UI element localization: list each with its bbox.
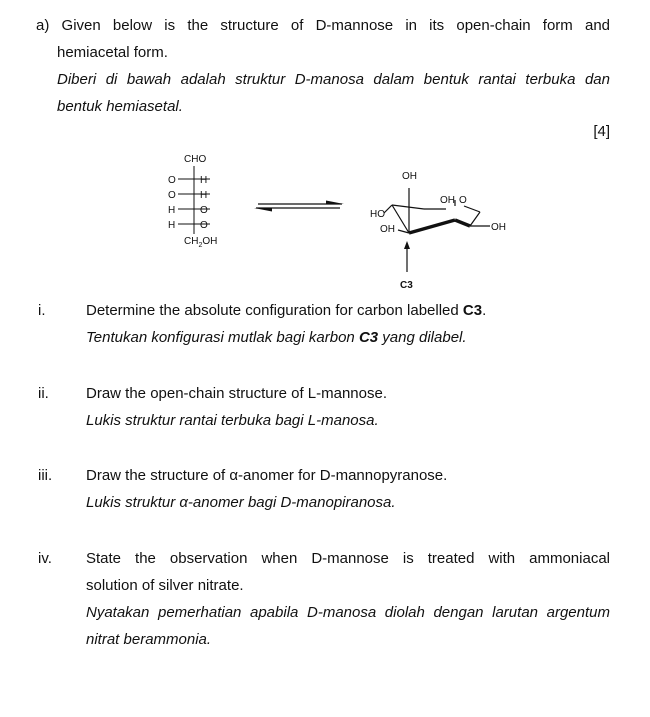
intro-ms-line2: bentuk hemiasetal. bbox=[57, 98, 183, 115]
equilibrium-arrows bbox=[254, 201, 344, 212]
question-ii bbox=[38, 380, 610, 434]
fischer-bottom-group: $CH_2OH$ bbox=[184, 236, 218, 249]
intro-ms-line1: Diberi di bawah adalah struktur D-manosa dalam bentuk rantai terbuka dan bbox=[57, 71, 610, 88]
fischer-right-2: H bbox=[200, 190, 208, 201]
fischer-left-4: H bbox=[168, 220, 176, 231]
question-ms-text: Lukis struktur α-anomer bagi D-manopiranosa. bbox=[86, 494, 396, 511]
question-number: ii. bbox=[38, 385, 49, 402]
ring-oh-middle: OH bbox=[380, 224, 395, 235]
fischer-right-1: H bbox=[200, 175, 208, 186]
part-label: a) bbox=[36, 17, 50, 34]
question-ms-text: Lukis struktur rantai terbuka bagi L-manosa. bbox=[86, 412, 379, 429]
ring-oxygen: O bbox=[459, 195, 467, 206]
hemiacetal-chair bbox=[370, 171, 506, 290]
question-ms-line2: nitrat berammonia. bbox=[86, 631, 212, 648]
question-number: i. bbox=[38, 302, 46, 319]
ring-ho-left: HO bbox=[370, 209, 385, 220]
marks-label: [4] bbox=[593, 123, 610, 140]
question-number: iii. bbox=[38, 467, 53, 484]
fischer-left-1: O bbox=[168, 175, 176, 186]
fischer-left-3: H bbox=[168, 205, 176, 216]
question-en-text: Determine the absolute configuration for carbon labelled C3. bbox=[86, 302, 487, 319]
fischer-projection bbox=[168, 154, 217, 249]
question-en-text: Draw the structure of α-anomer for D-mannopyranose. bbox=[86, 467, 448, 484]
fischer-right-3: O bbox=[200, 205, 208, 216]
question-ms-line1: Nyatakan pemerhatian apabila D-manosa diolah dengan larutan argentum bbox=[86, 604, 610, 621]
ring-oh-top: OH bbox=[402, 171, 417, 182]
ring-oh-near-o: OH bbox=[440, 195, 455, 206]
question-iv bbox=[38, 545, 610, 653]
fischer-top-group: CHO bbox=[184, 154, 207, 165]
question-en-text: Draw the open-chain structure of L-mannose. bbox=[86, 385, 387, 402]
intro-en-line1: a) Given below is the structure of D-mannose in its open-chain form and bbox=[36, 17, 611, 34]
c3-label: C3 bbox=[400, 280, 413, 290]
question-a-intro bbox=[36, 12, 610, 120]
d-mannose-structures-figure bbox=[150, 148, 550, 290]
ring-oh-right: OH bbox=[491, 222, 506, 233]
fischer-right-4: O bbox=[200, 220, 208, 231]
question-number: iv. bbox=[38, 550, 52, 567]
question-i bbox=[38, 297, 610, 351]
question-en-line1: State the observation when D-mannose is treated with ammoniacal bbox=[86, 550, 610, 567]
fischer-left-2: O bbox=[168, 190, 176, 201]
question-en-line2: solution of silver nitrate. bbox=[86, 577, 244, 594]
question-ms-text: Tentukan konfigurasi mutlak bagi karbon C3 yang dilabel. bbox=[86, 329, 467, 346]
question-iii bbox=[38, 462, 610, 516]
intro-en-line2: hemiacetal form. bbox=[57, 44, 168, 61]
